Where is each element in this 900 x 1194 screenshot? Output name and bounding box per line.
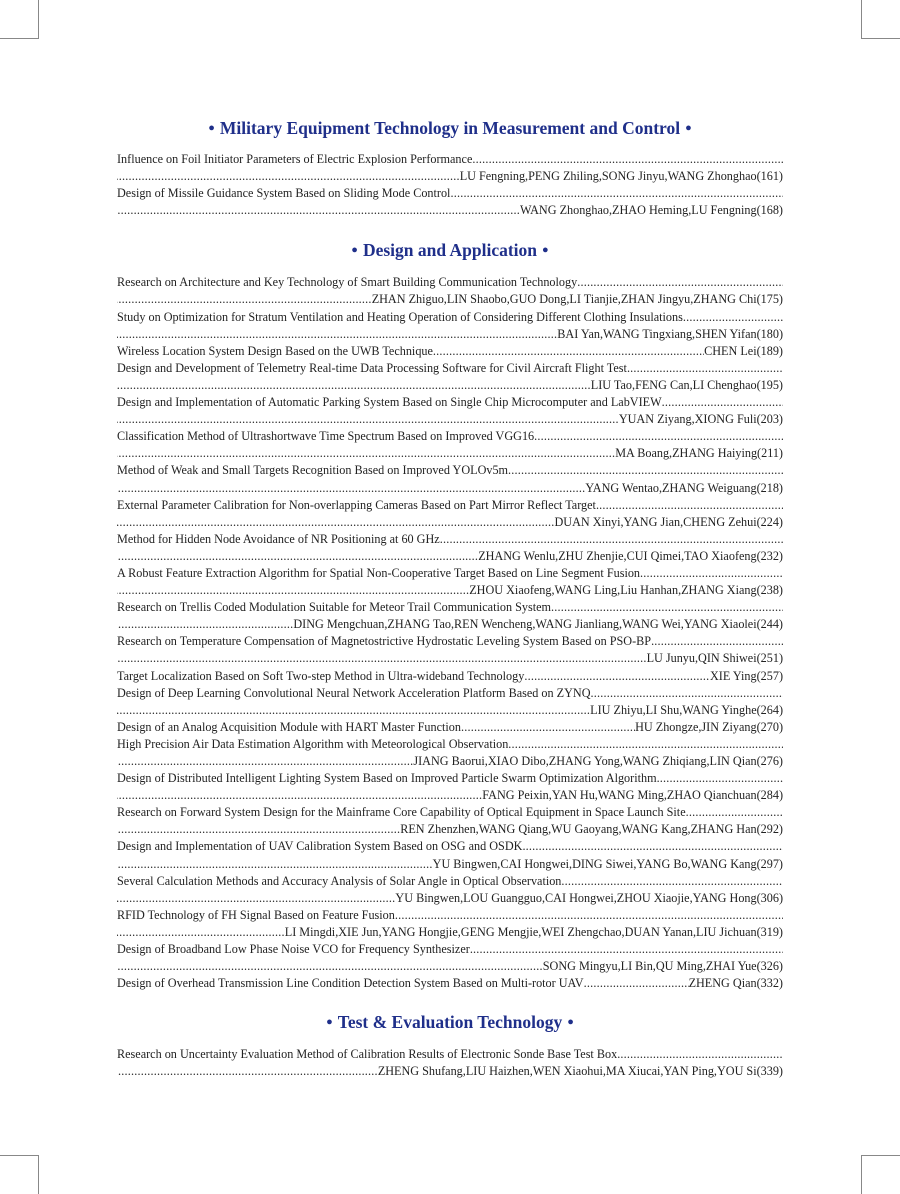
dot-leader [508, 462, 783, 479]
toc-entry[interactable] [117, 531, 783, 565]
toc-entry[interactable] [117, 736, 783, 770]
entry-title: Research on Uncertainty Evaluation Method of Calibration Results of Electronic Sonde Base Test Box [117, 1047, 618, 1062]
entry-title: Wireless Location System Design Based on the UWB Technique [117, 343, 433, 358]
dot-leader [117, 924, 285, 941]
toc-entry[interactable] [117, 185, 783, 219]
entry-title: RFID Technology of FH Signal Based on Feature Fusion [117, 907, 395, 922]
dot-leader [117, 202, 520, 219]
bullet-icon: ● [326, 1016, 333, 1029]
entry-authors-page: BAI Yan,WANG Tingxiang,SHEN Yifan(180) [557, 326, 783, 341]
entry-title: Design of Deep Learning Convolutional Neural Network Acceleration Platform Based on ZYNQ [117, 685, 591, 700]
dot-leader [395, 907, 783, 924]
entry-authors-page: FANG Peixin,YAN Hu,WANG Ming,ZHAO Qianchuan(284) [482, 788, 783, 803]
entry-authors-page: YU Bingwen,CAI Hongwei,DING Siwei,YANG Bo,WANG Kang(297) [432, 856, 783, 871]
entry-authors-page: LI Mingdi,XIE Jun,YANG Hongjie,GENG Mengjie,WEI Zhengchao,DUAN Yanan,LIU Jichuan(319) [284, 924, 783, 939]
entry-authors-page: ZHENG Shufang,LIU Haizhen,WEN Xiaohui,MA Xiucai,YAN Ping,YOU Si(339) [377, 1064, 783, 1079]
entry-title: Design of Distributed Intelligent Lighting System Based on Improved Particle Swarm Optimization Algorithm [117, 771, 657, 786]
dot-leader [117, 445, 615, 462]
entry-authors-page: YANG Wentao,ZHANG Weiguang(218) [585, 480, 783, 495]
dot-leader [524, 668, 710, 685]
dot-leader [450, 185, 783, 202]
dot-leader [470, 941, 783, 958]
entry-authors-page: ZHOU Xiaofeng,WANG Ling,Liu Hanhan,ZHANG Xiang(238) [469, 583, 783, 598]
dot-leader [522, 838, 783, 855]
entry-list [117, 1046, 783, 1080]
dot-leader [117, 753, 413, 770]
dot-leader [117, 787, 482, 804]
dot-leader [651, 633, 783, 650]
entry-authors-page: HU Zhongze,JIN Ziyang(270) [635, 719, 783, 734]
entry-authors-page: ZHANG Wenlu,ZHU Zhenjie,CUI Qimei,TAO Xiaofeng(232) [478, 548, 783, 563]
dot-leader [117, 702, 590, 719]
dot-leader [561, 873, 783, 890]
entry-authors-page: WANG Zhonghao,ZHAO Heming,LU Fengning(168) [519, 203, 783, 218]
dot-leader [117, 326, 557, 343]
entry-authors-page: MA Boang,ZHANG Haiying(211) [615, 446, 783, 461]
dot-leader [551, 599, 783, 616]
dot-leader [627, 360, 783, 377]
section-heading-text: Test & Evaluation Technology [337, 1012, 563, 1033]
section-heading [117, 237, 783, 263]
dot-leader [117, 856, 433, 873]
entry-title: Research on Temperature Compensation of Magnetostrictive Hydrostatic Leveling System Based on PSO-BP [117, 634, 652, 649]
table-of-contents [117, 115, 783, 1081]
toc-entry[interactable] [117, 497, 783, 531]
dot-leader [584, 975, 689, 992]
dot-leader [686, 804, 783, 821]
entry-title: Design of Broadband Low Phase Noise VCO for Frequency Synthesizer [117, 942, 470, 957]
entry-authors-page: DING Mengchuan,ZHANG Tao,REN Wencheng,WANG Jianliang,WANG Wei,YANG Xiaolei(244) [293, 617, 783, 632]
toc-entry[interactable] [117, 274, 783, 308]
dot-leader [117, 890, 395, 907]
toc-entry[interactable] [117, 599, 783, 633]
toc-entry[interactable] [117, 565, 783, 599]
dot-leader [117, 548, 478, 565]
dot-leader [577, 274, 783, 291]
entry-authors-page: ZHENG Qian(332) [688, 976, 783, 991]
dot-leader [617, 1046, 783, 1063]
toc-entry[interactable] [117, 668, 783, 685]
toc-entry[interactable] [117, 360, 783, 394]
bullet-icon: ● [351, 244, 358, 257]
dot-leader [117, 291, 372, 308]
entry-list [117, 151, 783, 219]
bullet-icon: ● [567, 1016, 574, 1029]
section-heading [117, 115, 783, 141]
crop-mark-bottom-left [0, 1155, 39, 1194]
dot-leader [440, 531, 783, 548]
toc-entry[interactable] [117, 633, 783, 667]
bullet-icon: ● [208, 122, 215, 134]
entry-title: Classification Method of Ultrashortwave Time Spectrum Based on Improved VGG16 [117, 429, 535, 444]
entry-title: High Precision Air Data Estimation Algorithm with Meteorological Observation [117, 736, 509, 751]
toc-entry[interactable] [117, 804, 783, 838]
entry-title: A Robust Feature Extraction Algorithm for Spatial Non-Cooperative Target Based on Line Segment Fusion [117, 565, 641, 580]
toc-entry[interactable] [117, 343, 783, 360]
toc-entry[interactable] [117, 719, 783, 736]
dot-leader [117, 411, 619, 428]
entry-list [117, 274, 783, 992]
dot-leader [657, 770, 783, 787]
bullet-icon: ● [542, 244, 549, 257]
entry-title: Design of Missile Guidance System Based on Sliding Mode Control [117, 186, 451, 201]
toc-entry[interactable] [117, 975, 783, 992]
toc-entry[interactable] [117, 941, 783, 975]
dot-leader [117, 650, 647, 667]
toc-entry[interactable] [117, 462, 783, 496]
section-heading-text: Military Equipment Technology in Measurement and Control [219, 118, 681, 138]
dot-leader [117, 514, 555, 531]
crop-mark-top-right [861, 0, 900, 39]
entry-title: Research on Trellis Coded Modulation Suitable for Meteor Trail Communication System [117, 600, 551, 615]
dot-leader [117, 582, 469, 599]
entry-title: Several Calculation Methods and Accuracy Analysis of Solar Angle in Optical Observation [117, 873, 562, 888]
dot-leader [461, 719, 635, 736]
dot-leader [596, 497, 783, 514]
dot-leader [117, 821, 400, 838]
toc-entry[interactable] [117, 1046, 783, 1080]
entry-authors-page: SONG Mingyu,LI Bin,QU Ming,ZHAI Yue(326) [542, 959, 783, 974]
entry-authors-page: JIANG Baorui,XIAO Dibo,ZHANG Yong,WANG Zhiqiang,LIN Qian(276) [413, 754, 783, 768]
section-heading [117, 1009, 783, 1035]
entry-title: Study on Optimization for Stratum Ventilation and Heating Operation of Considering Different Clothing Insulations [117, 309, 683, 324]
dot-leader [117, 480, 585, 497]
dot-leader [662, 394, 783, 411]
entry-title: Method of Weak and Small Targets Recognition Based on Improved YOLOv5m [117, 463, 509, 478]
dot-leader [117, 377, 591, 394]
entry-title: Design of an Analog Acquisition Module with HART Master Function [117, 719, 461, 734]
entry-authors-page: LU Junyu,QIN Shiwei(251) [646, 651, 783, 666]
entry-authors-page: YUAN Ziyang,XIONG Fuli(203) [618, 412, 783, 427]
dot-leader [472, 151, 783, 168]
dot-leader [683, 309, 783, 326]
entry-authors-page: XIE Ying(257) [710, 668, 783, 683]
entry-title: Design and Development of Telemetry Real-time Data Processing Software for Civil Aircraft Flight Test [117, 360, 627, 375]
dot-leader [433, 343, 704, 360]
entry-title: Research on Forward System Design for the Mainframe Core Capability of Optical Equipment in Space Launch Site [117, 805, 686, 820]
toc-entry[interactable] [117, 907, 783, 941]
entry-authors-page: LIU Zhiyu,LI Shu,WANG Yinghe(264) [590, 702, 783, 717]
entry-title: Target Localization Based on Soft Two-step Method in Ultra-wideband Technology [117, 668, 525, 683]
entry-authors-page: YU Bingwen,LOU Guangguo,CAI Hongwei,ZHOU Xiaojie,YANG Hong(306) [395, 890, 783, 905]
entry-title: Design and Implementation of UAV Calibration System Based on OSG and OSDK [117, 839, 523, 854]
crop-mark-top-left [0, 0, 39, 39]
toc-entry[interactable] [117, 428, 783, 462]
dot-leader [640, 565, 783, 582]
entry-authors-page: LIU Tao,FENG Can,LI Chenghao(195) [590, 377, 783, 392]
dot-leader [117, 168, 460, 185]
entry-title: Design of Overhead Transmission Line Condition Detection System Based on Multi-rotor UAV [117, 976, 584, 991]
entry-title: Design and Implementation of Automatic Parking System Based on Single Chip Microcomputer and LabVIEW [117, 395, 662, 410]
toc-entry[interactable] [117, 151, 783, 185]
dot-leader [591, 685, 784, 702]
toc-entry[interactable] [117, 685, 783, 719]
toc-entry[interactable] [117, 838, 783, 872]
entry-title: Research on Architecture and Key Technology of Smart Building Communication Technology [117, 275, 578, 290]
entry-authors-page: DUAN Xinyi,YANG Jian,CHENG Zehui(224) [554, 514, 783, 529]
section-heading-text: Design and Application [362, 240, 538, 261]
entry-title: External Parameter Calibration for Non-overlapping Cameras Based on Part Mirror Reflect Target [117, 497, 596, 512]
dot-leader [508, 736, 783, 753]
entry-authors-page: LU Fengning,PENG Zhiling,SONG Jinyu,WANG Zhonghao(161) [459, 169, 783, 184]
toc-entry[interactable] [117, 309, 783, 343]
entry-authors-page: REN Zhenzhen,WANG Qiang,WU Gaoyang,WANG Kang,ZHANG Han(292) [400, 822, 783, 837]
dot-leader [117, 616, 293, 633]
entry-title: Influence on Foil Initiator Parameters of Electric Explosion Performance [117, 152, 473, 166]
entry-authors-page: ZHAN Zhiguo,LIN Shaobo,GUO Dong,LI Tianjie,ZHAN Jingyu,ZHANG Chi(175) [371, 292, 783, 307]
dot-leader [117, 958, 543, 975]
entry-title: Method for Hidden Node Avoidance of NR Positioning at 60 GHz [117, 531, 440, 546]
toc-entry[interactable] [117, 770, 783, 804]
crop-mark-bottom-right [861, 1155, 900, 1194]
toc-entry[interactable] [117, 394, 783, 428]
dot-leader [534, 428, 783, 445]
dot-leader [117, 1063, 378, 1080]
bullet-icon: ● [685, 122, 692, 134]
toc-entry[interactable] [117, 873, 783, 907]
entry-authors-page: CHEN Lei(189) [704, 343, 783, 358]
